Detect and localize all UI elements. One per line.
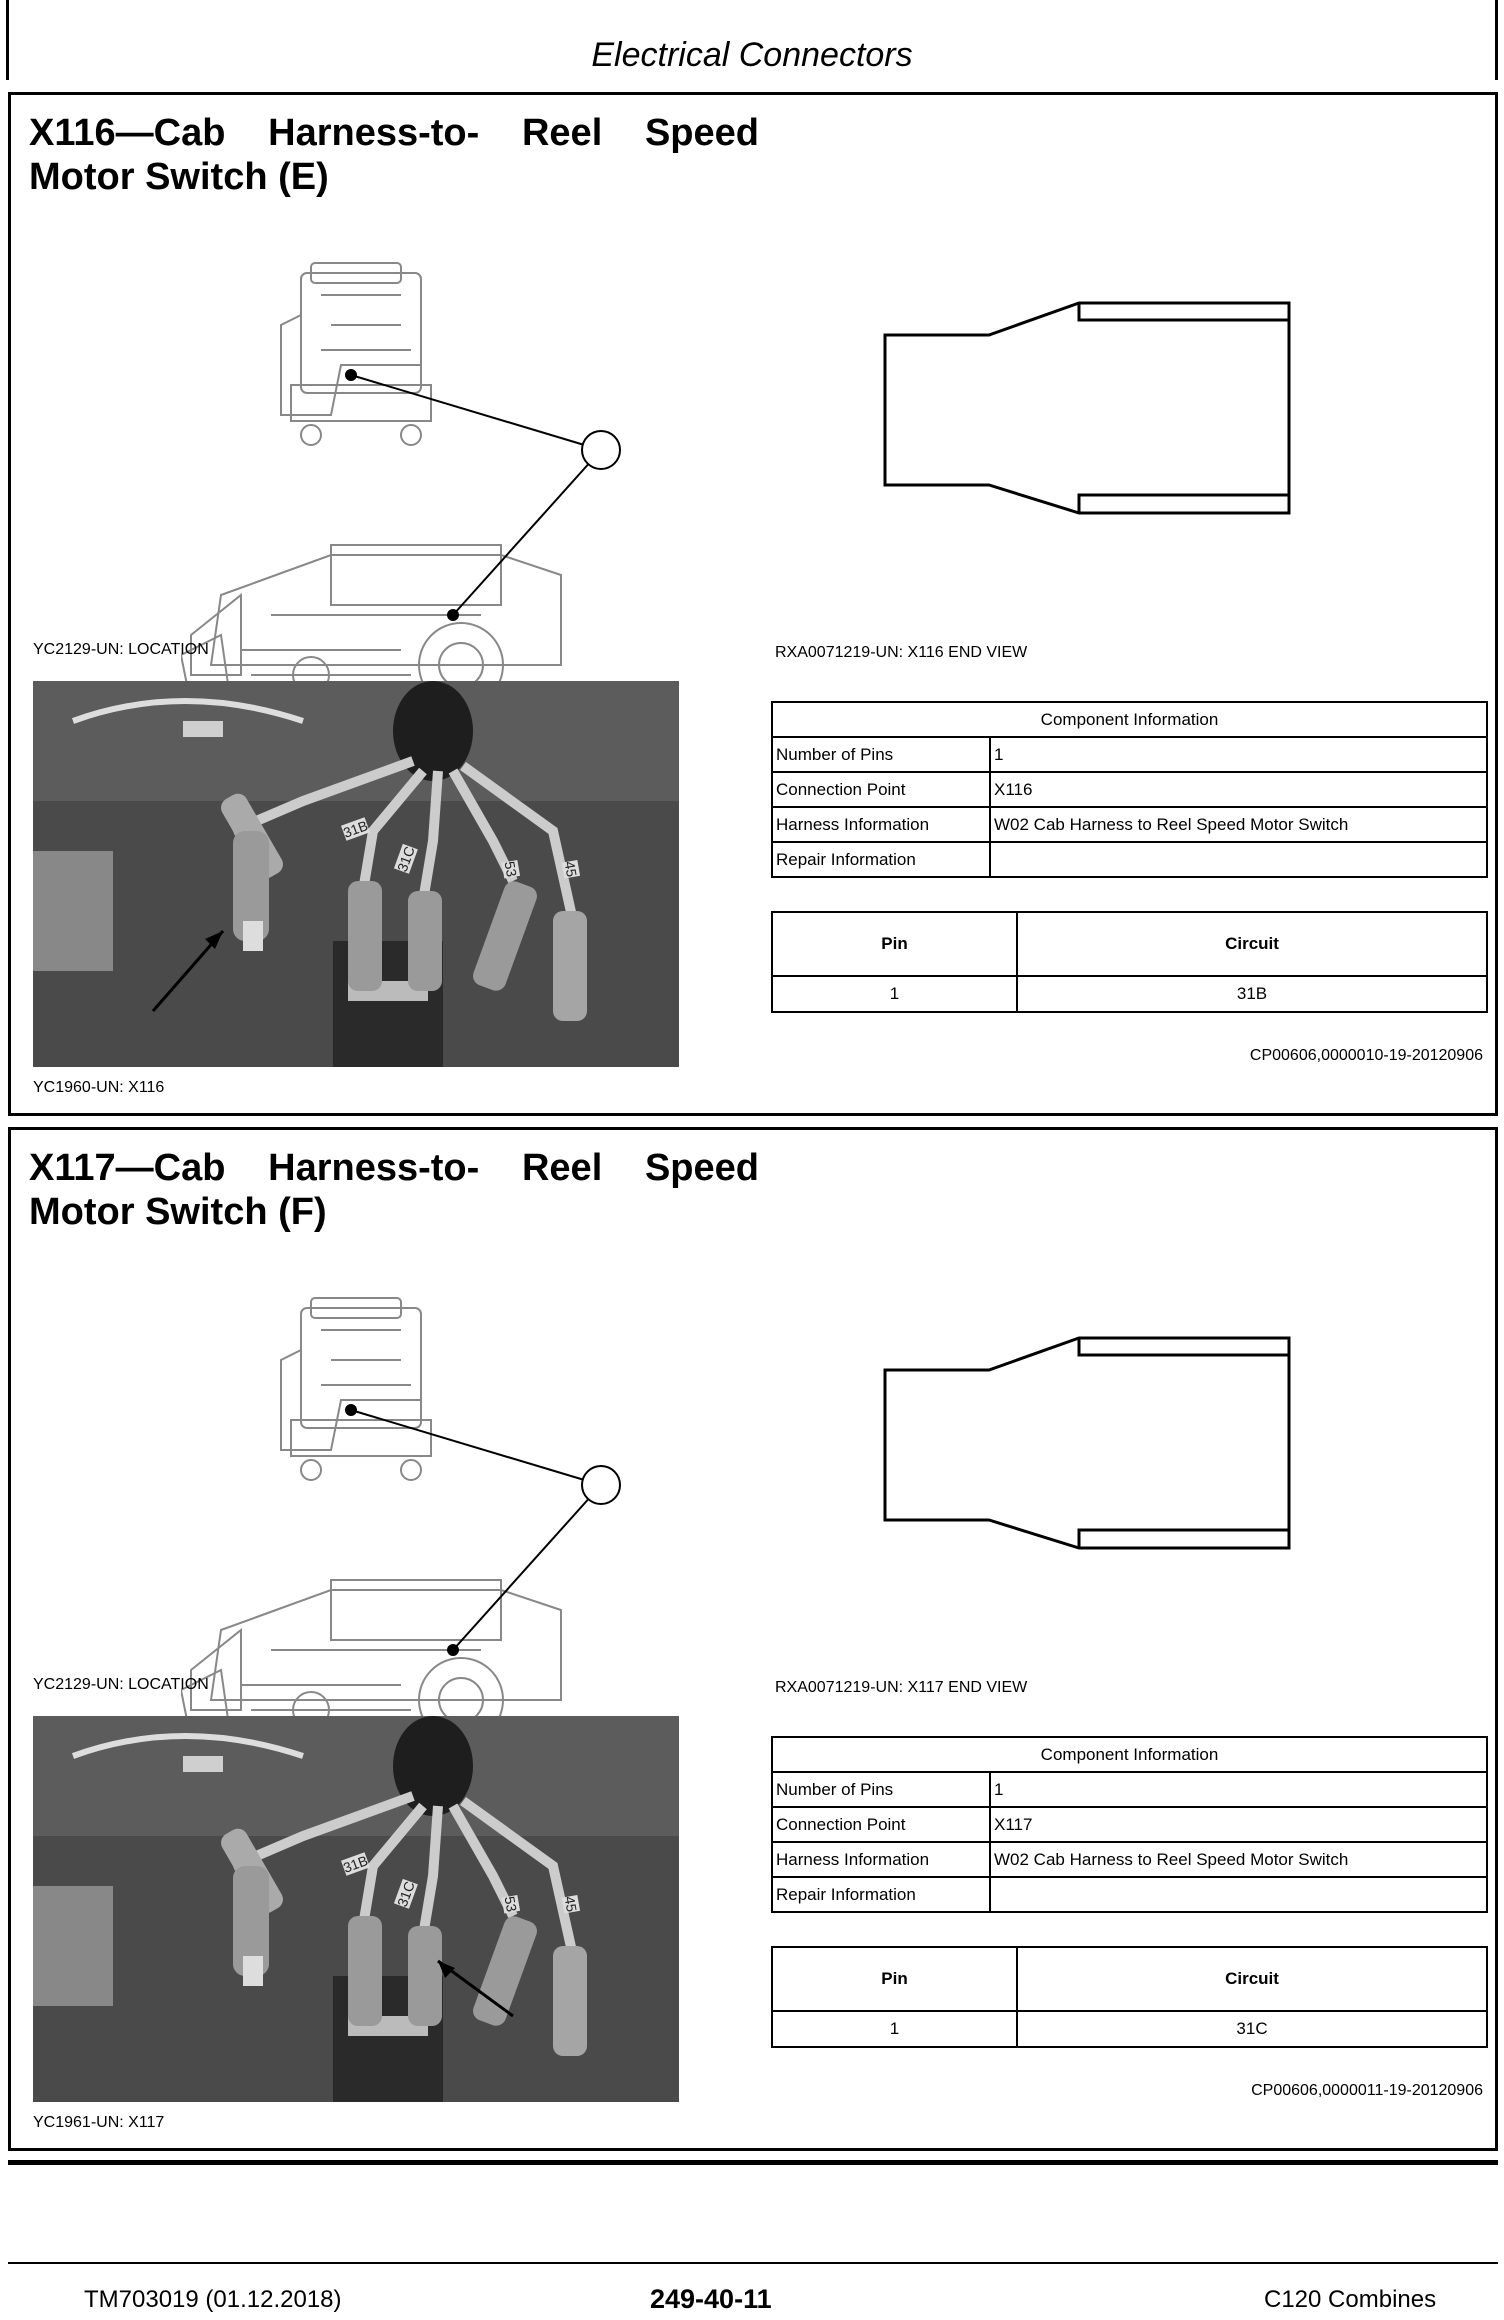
photo-wire-label: 31B: [341, 817, 370, 841]
component-info-table: [771, 701, 1488, 878]
title-line-2: Motor Switch (F): [29, 1191, 327, 1233]
title-word: Speed: [644, 1147, 759, 1189]
title-word: X117—Cab: [29, 1147, 226, 1189]
component-info-header: Component Information: [772, 702, 1487, 737]
info-value: X117: [990, 1807, 1487, 1842]
info-value: W02 Cab Harness to Reel Speed Motor Switch: [990, 1842, 1487, 1877]
footer-product: C120 Combines: [1264, 2286, 1437, 2313]
location-caption: YC2129-UN: LOCATION: [33, 641, 209, 658]
location-illustration: [181, 255, 661, 725]
connector-section-x117: [8, 1127, 1498, 2151]
connector-section-x116: [8, 92, 1498, 1116]
title-line-2: Motor Switch (E): [29, 156, 329, 198]
footer-page-number: 249-40-11: [650, 2284, 772, 2314]
info-label: Number of Pins: [772, 1772, 990, 1807]
end-view-illustration: [879, 295, 1299, 525]
title-word: Harness-to-: [268, 1147, 480, 1189]
circuit-value: 31C: [1017, 2011, 1487, 2047]
title-word: X116—Cab: [29, 112, 226, 154]
location-illustration: [181, 1290, 661, 1760]
title-word: Reel: [521, 1147, 603, 1189]
info-label: Connection Point: [772, 772, 990, 807]
info-value: 1: [990, 737, 1487, 772]
end-view-illustration: [879, 1330, 1299, 1560]
title-word: Harness-to-: [268, 112, 480, 154]
footer-divider: [8, 2262, 1498, 2264]
info-value: [990, 1877, 1487, 1912]
info-label: Harness Information: [772, 1842, 990, 1877]
section-title: [29, 111, 759, 199]
title-word: Reel: [521, 112, 603, 154]
info-value: W02 Cab Harness to Reel Speed Motor Switch: [990, 807, 1487, 842]
photo-wire-label: 45: [561, 1894, 581, 1914]
section-title: [29, 1146, 759, 1234]
photo-caption: YC1960-UN: X116: [33, 1079, 165, 1096]
photo-wire-label: 45: [561, 859, 581, 879]
info-label: Repair Information: [772, 842, 990, 877]
title-word: Speed: [644, 112, 759, 154]
component-info-table: [771, 1736, 1488, 1913]
pin-header: Pin: [772, 1947, 1017, 2011]
connector-photo: [33, 681, 679, 1067]
pin-circuit-table: [771, 1946, 1488, 2048]
footer-doc-id: TM703019 (01.12.2018): [84, 2286, 342, 2313]
info-label: Number of Pins: [772, 737, 990, 772]
pin-value: 1: [772, 2011, 1017, 2047]
photo-graphic: [33, 1716, 679, 2102]
end-view-caption: RXA0071219-UN: X117 END VIEW: [775, 1679, 1028, 1696]
photo-caption: YC1961-UN: X117: [33, 2114, 165, 2131]
info-label: Harness Information: [772, 807, 990, 842]
info-label: Repair Information: [772, 1877, 990, 1912]
end-view-caption: RXA0071219-UN: X116 END VIEW: [775, 644, 1028, 661]
reference-code: CP00606,0000011-19-20120906: [1251, 2082, 1483, 2099]
page-header-title: Electrical Connectors: [591, 36, 913, 74]
photo-graphic: [33, 681, 679, 1067]
circuit-header: Circuit: [1017, 1947, 1487, 2011]
info-value: [990, 842, 1487, 877]
component-info-header: Component Information: [772, 1737, 1487, 1772]
photo-wire-label: 31C: [393, 1879, 418, 1909]
circuit-value: 31B: [1017, 976, 1487, 1012]
info-value: 1: [990, 1772, 1487, 1807]
connector-photo: [33, 1716, 679, 2102]
info-label: Connection Point: [772, 1807, 990, 1842]
photo-wire-label: 31C: [393, 844, 418, 874]
pin-value: 1: [772, 976, 1017, 1012]
circuit-header: Circuit: [1017, 912, 1487, 976]
reference-code: CP00606,0000010-19-20120906: [1249, 1047, 1483, 1064]
info-value: X116: [990, 772, 1487, 807]
photo-wire-label: 53: [501, 859, 521, 879]
photo-wire-label: 31B: [341, 1852, 370, 1876]
pin-header: Pin: [772, 912, 1017, 976]
location-caption: YC2129-UN: LOCATION: [33, 1676, 209, 1693]
page-divider: [8, 2160, 1498, 2165]
pin-circuit-table: [771, 911, 1488, 1013]
photo-wire-label: 53: [501, 1894, 521, 1914]
